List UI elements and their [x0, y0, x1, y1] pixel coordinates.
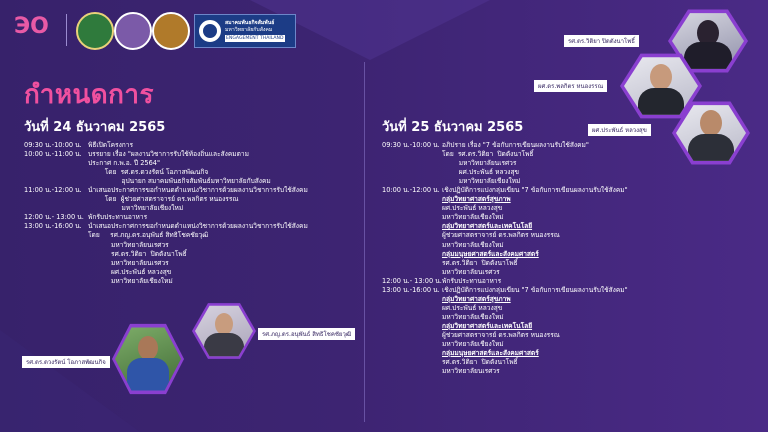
schedule-text: ผศ.ประพันธ์ หลวงสุข — [442, 303, 503, 312]
schedule-group-heading: กลุ่มวิทยาศาสตร์สุขภาพ — [442, 195, 511, 204]
schedule-time — [382, 159, 442, 168]
schedule-group-heading: กลุ่มวิทยาศาสตร์สุขภาพ — [442, 294, 511, 303]
schedule-time: 12:00 น.- 13:00 น. — [24, 213, 84, 222]
schedule-row — [382, 222, 628, 231]
schedule-time — [382, 150, 442, 159]
schedule-text: อุปนายก สมาคมพันธกิจสัมพันธ์มหาวิทยาลัยกับสังคม — [88, 177, 271, 186]
schedule-text: ผศ.ประพันธ์ หลวงสุข — [442, 168, 519, 177]
schedule-row — [24, 222, 308, 231]
speaker-label-prapan: ผศ.ประพันธ์ หลวงสุข — [588, 124, 651, 136]
schedule-time — [382, 349, 442, 358]
schedule-time — [382, 250, 442, 259]
schedule-time — [382, 195, 442, 204]
day2-schedule — [382, 141, 628, 376]
schedule-row — [24, 168, 308, 177]
schedule-row — [382, 295, 628, 304]
schedule-time — [24, 168, 88, 177]
logo-separator — [66, 14, 67, 46]
schedule-text: มหาวิทยาลัยเชียงใหม่ — [442, 340, 504, 349]
schedule-row — [382, 367, 628, 376]
schedule-row — [382, 168, 628, 177]
schedule-group-heading: กลุ่มวิทยาศาสตร์และเทคโนโลยี — [442, 222, 533, 231]
schedule-row — [24, 186, 308, 195]
schedule-group-heading: กลุ่มมนุษยศาสตร์และสังคมศาสตร์ — [442, 349, 539, 358]
schedule-row — [24, 159, 308, 168]
day1-schedule — [24, 141, 308, 286]
schedule-time: 09:30 น.-10:00 น. — [382, 141, 440, 149]
schedule-text: โดย รศ.ดร.ดวงรัตน์ โอภาสพัฒนกิจ — [88, 168, 209, 177]
logo-bar — [14, 10, 304, 50]
schedule-time: 12:00 น.- 13:00 น. — [382, 276, 442, 285]
schedule-time — [24, 231, 88, 240]
schedule-text: ผู้ช่วยศาสตราจารย์ ดร.พลกิตร หนองรรณ — [442, 330, 560, 339]
schedule-text: ผู้ช่วยศาสตราจารย์ ดร.พลกิตร หนองรรณ — [442, 231, 560, 240]
schedule-time: 10:00 น.-11:00 น. — [24, 150, 82, 159]
schedule-time — [24, 277, 88, 286]
schedule-text: ประกาศ ก.พ.อ. ปี 2564" — [88, 159, 161, 168]
schedule-text: โดย รศ.ดร.วิติยา ปิดตังนาโพธิ์ — [442, 150, 534, 159]
schedule-text: มหาวิทยาลัยเชียงใหม่ — [442, 213, 504, 222]
schedule-time — [382, 259, 442, 268]
schedule-text: มหาวิทยาลัยเชียงใหม่ — [88, 204, 184, 213]
schedule-text: รศ.ดร.วิติยา ปิดตังนาโพธิ์ — [442, 258, 518, 267]
column-divider — [364, 62, 365, 422]
day1-date: วันที่ 24 ธันวาคม 2565 — [24, 120, 166, 135]
schedule-text: ผศ.ประพันธ์ หลวงสุข — [88, 267, 172, 276]
schedule-row — [24, 195, 308, 204]
university-seal-3-icon — [152, 12, 190, 50]
schedule-row — [382, 204, 628, 213]
schedule-time — [382, 304, 442, 313]
schedule-text: มหาวิทยาลัยนเรศวร — [442, 159, 517, 168]
schedule-text: มหาวิทยาลัยนเรศวร — [442, 267, 500, 276]
schedule-row — [24, 241, 308, 250]
schedule-row — [24, 141, 308, 150]
schedule-text: พักรับประทานอาหาร — [88, 213, 148, 222]
schedule-text: มหาวิทยาลัยนเรศวร — [88, 240, 169, 249]
schedule-text: มหาวิทยาลัยนเรศวร — [442, 367, 500, 376]
engagement-subtitle: มหาวิทยาลัยกับสังคม — [225, 27, 273, 33]
schedule-time — [24, 241, 88, 250]
speaker-label-anupan: รศ.ภญ.ดร.อนุพันธ์ สิทธิโชคชัยวุฒิ — [258, 328, 355, 340]
schedule-row — [24, 277, 308, 286]
speaker-label-polkit: ผศ.ดร.พลกิตร หนองรรณ — [534, 80, 607, 92]
brand-logo: ЭO — [14, 14, 49, 39]
schedule-time — [24, 250, 88, 259]
schedule-time: 11:00 น.-12:00 น. — [24, 186, 82, 195]
schedule-row — [24, 250, 308, 259]
speaker-label-witiya: รศ.ดร.วิติยา ปิดตังนาโพธิ์ — [564, 35, 639, 47]
university-seal-1-icon — [76, 12, 114, 50]
schedule-time — [382, 268, 442, 277]
university-seal-2-icon — [114, 12, 152, 50]
schedule-time — [382, 340, 442, 349]
schedule-group-heading: กลุ่มวิทยาศาสตร์และเทคโนโลยี — [442, 321, 533, 330]
schedule-row — [24, 204, 308, 213]
schedule-text: เชิงปฏิบัติการแบ่งกลุ่มเขียน "7 ข้อกับการเขียนผลงานรับใช้สังคม" — [442, 285, 628, 294]
schedule-time — [24, 159, 88, 168]
schedule-text: รศ.ดร.วิติยา ปิดตังนาโพธิ์ — [88, 249, 187, 258]
engagement-caption: ENGAGEMENT THAILAND — [226, 36, 284, 41]
schedule-row — [24, 177, 308, 186]
schedule-time: 13:00 น.-16:00 น. — [24, 222, 82, 231]
engagement-thailand-logo — [194, 14, 296, 48]
schedule-time — [382, 231, 442, 240]
schedule-text: มหาวิทยาลัยเชียงใหม่ — [442, 312, 504, 321]
schedule-row — [382, 313, 628, 322]
schedule-time — [382, 331, 442, 340]
schedule-text: โดย ผู้ช่วยศาสตราจารย์ ดร.พลกิตร หนองรรณ — [88, 195, 239, 204]
day2-date: วันที่ 25 ธันวาคม 2565 — [382, 120, 524, 135]
schedule-text: นำเสนอประกาศการขอกำหนดตำแหน่งวิชาการด้วยผลงานวิชาการรับใช้สังคม — [88, 222, 308, 231]
schedule-time — [382, 367, 442, 376]
schedule-row — [382, 268, 628, 277]
schedule-time — [24, 259, 88, 268]
schedule-row — [382, 150, 628, 159]
schedule-row — [24, 268, 308, 277]
schedule-text: พักรับประทานอาหาร — [442, 276, 502, 285]
schedule-row — [382, 186, 628, 195]
schedule-time — [382, 358, 442, 367]
schedule-time — [24, 177, 88, 186]
schedule-time — [382, 204, 442, 213]
schedule-time — [24, 204, 88, 213]
schedule-time — [382, 213, 442, 222]
schedule-row — [382, 349, 628, 358]
schedule-text: เชิงปฏิบัติการแบ่งกลุ่มเขียน "7 ข้อกับการเขียนผลงานรับใช้สังคม" — [442, 186, 628, 195]
schedule-text: มหาวิทยาลัยเชียงใหม่ — [442, 177, 521, 186]
schedule-group-heading: กลุ่มมนุษยศาสตร์และสังคมศาสตร์ — [442, 249, 539, 258]
schedule-row — [382, 322, 628, 331]
schedule-text: นำเสนอประกาศการขอกำหนดตำแหน่งวิชาการด้วยผลงานวิชาการรับใช้สังคม — [88, 186, 308, 195]
schedule-time — [382, 322, 442, 331]
engagement-ring-icon — [199, 20, 221, 42]
schedule-row — [382, 177, 628, 186]
schedule-text: อภิปราย เรื่อง "7 ข้อกับการเขียนผลงานรับใช้สังคม" — [442, 141, 589, 149]
schedule-row — [24, 213, 308, 222]
schedule-row — [382, 358, 628, 367]
page-title: กำหนดการ — [24, 80, 154, 110]
schedule-time — [382, 222, 442, 231]
schedule-row — [382, 195, 628, 204]
decor-triangle-bottom-left — [0, 330, 140, 432]
schedule-row — [24, 150, 308, 159]
schedule-text: มหาวิทยาลัยเชียงใหม่ — [88, 276, 173, 285]
schedule-row — [382, 259, 628, 268]
schedule-text: มหาวิทยาลัยเชียงใหม่ — [442, 240, 504, 249]
schedule-time: 13:00 น.-16:00 น. — [382, 285, 440, 294]
schedule-row — [382, 241, 628, 250]
schedule-time: 10:00 น.-12:00 น. — [382, 186, 440, 195]
schedule-row — [382, 340, 628, 349]
engagement-title: สมาคมพันธกิจสัมพันธ์ — [225, 20, 275, 26]
schedule-row — [382, 159, 628, 168]
schedule-text: รศ.ดร.วิติยา ปิดตังนาโพธิ์ — [442, 358, 518, 367]
schedule-time — [382, 313, 442, 322]
schedule-time — [382, 295, 442, 304]
schedule-row — [382, 141, 628, 150]
schedule-text: บรรยาย เรื่อง "ผลงานวิชาการรับใช้ท้องถิ่นและสังคมตาม — [88, 150, 249, 159]
schedule-time — [24, 268, 88, 277]
schedule-text: ผศ.ประพันธ์ หลวงสุข — [442, 204, 503, 213]
schedule-time: 09:30 น.-10:00 น. — [24, 141, 82, 149]
schedule-text: พิธีเปิดโครงการ — [88, 141, 134, 149]
schedule-time — [382, 241, 442, 250]
schedule-row — [382, 231, 628, 240]
schedule-row — [24, 259, 308, 268]
schedule-time — [382, 177, 442, 186]
schedule-time — [382, 168, 442, 177]
schedule-text: มหาวิทยาลัยนเรศวร — [88, 258, 169, 267]
speaker-label-duangrat: รศ.ดร.ดวงรัตน์ โอภาสพัฒนกิจ — [22, 356, 110, 368]
schedule-row — [382, 304, 628, 313]
schedule-row — [382, 277, 628, 286]
schedule-row — [24, 231, 308, 240]
schedule-time — [24, 195, 88, 204]
schedule-row — [382, 331, 628, 340]
schedule-row — [382, 286, 628, 295]
schedule-row — [382, 250, 628, 259]
schedule-text: โดย รศ.ภญ.ดร.อนุพันธ์ สิทธิโชคชัยวุฒิ — [88, 231, 209, 240]
